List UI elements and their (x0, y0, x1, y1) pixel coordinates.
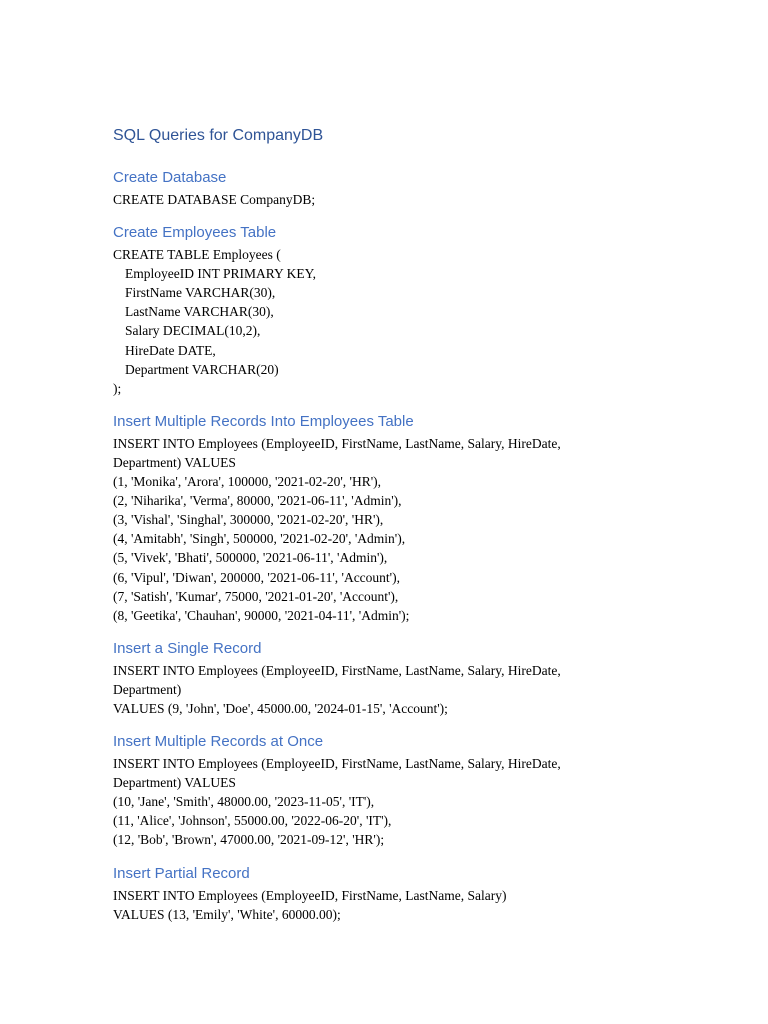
section-heading-insert-partial: Insert Partial Record (113, 864, 250, 882)
code-line: EmployeeID INT PRIMARY KEY, (125, 266, 316, 282)
code-line: (4, 'Amitabh', 'Singh', 500000, '2021-02-20', 'Admin'), (113, 531, 406, 547)
code-block-insert-partial (113, 886, 713, 924)
code-line: LastName VARCHAR(30), (125, 304, 274, 320)
code-line: Department VARCHAR(20) (125, 361, 279, 377)
section-heading-insert-multiple-at-once: Insert Multiple Records at Once (113, 733, 324, 751)
code-line: HireDate DATE, (125, 342, 216, 358)
code-block-insert-multiple-at-once (113, 754, 713, 849)
code-block-insert-multiple (113, 434, 713, 625)
code-line: (2, 'Niharika', 'Verma', 80000, '2021-06-11', 'Admin'), (113, 493, 402, 509)
document-title: SQL Queries for CompanyDB (113, 127, 324, 144)
code-line: FirstName VARCHAR(30), (125, 285, 276, 301)
code-line: Department) VALUES (113, 454, 236, 470)
code-line: (12, 'Bob', 'Brown', 47000.00, '2021-09-12', 'HR'); (113, 832, 385, 848)
code-line: (1, 'Monika', 'Arora', 100000, '2021-02-20', 'HR'), (113, 474, 382, 490)
code-line: VALUES (13, 'Emily', 'White', 60000.00); (113, 906, 341, 922)
code-line: (5, 'Vivek', 'Bhati', 500000, '2021-06-11', 'Admin'), (113, 550, 388, 566)
code-line: CREATE TABLE Employees ( (113, 247, 281, 263)
section-heading-insert-single: Insert a Single Record (113, 639, 262, 657)
code-line: INSERT INTO Employees (EmployeeID, FirstName, LastName, Salary, HireDate, (113, 435, 561, 451)
code-line: (6, 'Vipul', 'Diwan', 200000, '2021-06-11', 'Account'), (113, 569, 400, 585)
section-heading-insert-multiple: Insert Multiple Records Into Employees Table (113, 412, 414, 430)
code-block-insert-single (113, 661, 713, 718)
document-page (113, 122, 713, 936)
code-line: INSERT INTO Employees (EmployeeID, FirstName, LastName, Salary, HireDate, (113, 662, 561, 678)
section-heading-create-database: Create Database (113, 169, 227, 186)
code-line: VALUES (9, 'John', 'Doe', 45000.00, '2024-01-15', 'Account'); (113, 700, 448, 716)
code-line: INSERT INTO Employees (EmployeeID, FirstName, LastName, Salary) (113, 887, 507, 903)
code-line: Department) VALUES (113, 775, 236, 791)
section-heading-create-table: Create Employees Table (113, 224, 277, 242)
code-line: (10, 'Jane', 'Smith', 48000.00, '2023-11-05', 'IT'), (113, 794, 375, 810)
code-line: INSERT INTO Employees (EmployeeID, FirstName, LastName, Salary, HireDate, (113, 756, 561, 772)
code-block-create-database (113, 190, 713, 209)
code-line: ); (113, 380, 122, 396)
code-line: (8, 'Geetika', 'Chauhan', 90000, '2021-04-11', 'Admin'); (113, 607, 410, 623)
code-block-create-table (113, 245, 713, 398)
code-line: (3, 'Vishal', 'Singhal', 300000, '2021-02-20', 'HR'), (113, 512, 384, 528)
code-line: CREATE DATABASE CompanyDB; (113, 192, 316, 207)
code-line: Department) (113, 681, 182, 697)
code-line: (7, 'Satish', 'Kumar', 75000, '2021-01-20', 'Account'), (113, 588, 399, 604)
code-line: Salary DECIMAL(10,2), (125, 323, 261, 339)
code-line: (11, 'Alice', 'Johnson', 55000.00, '2022-06-20', 'IT'), (113, 813, 392, 829)
